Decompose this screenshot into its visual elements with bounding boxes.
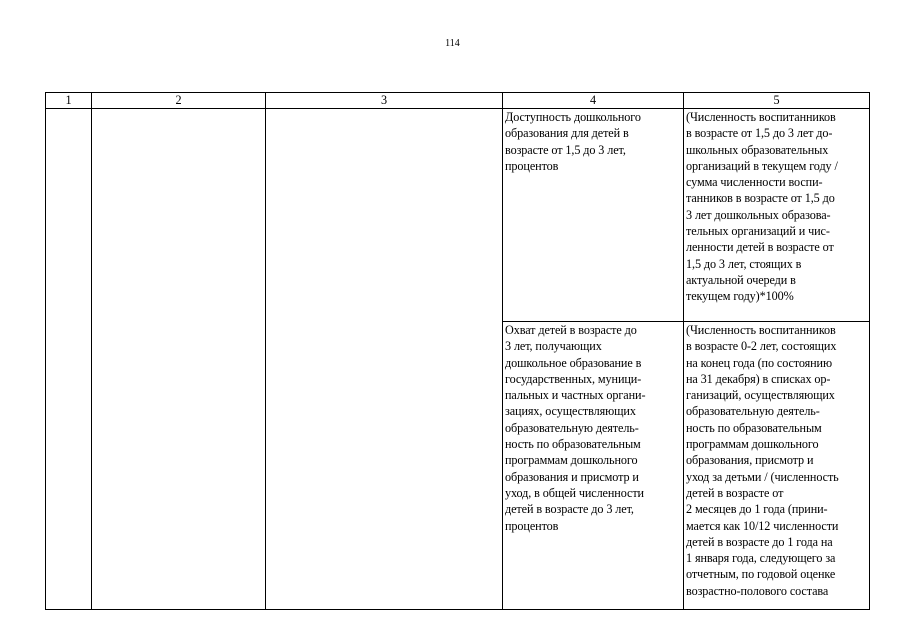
- indicator-name-cell: Доступность дошкольного образования для детей в возрасте от 1,5 до 3 лет, процентов: [503, 109, 684, 322]
- column-header-3: 3: [266, 93, 503, 109]
- indicator-table: [45, 92, 870, 610]
- indicator-formula-cell: (Численность воспитанников в возрасте 0-2 лет, состоящих на конец года (по состоянию на 31 декабря) в списках ор- ганизаций, осуществляющих образовательную деятель- ность по образовательным программам дошкольного образования, присмотр и уход за детьми / (численность детей в возрасте от 2 месяцев до 1 года (прини- мается как 10/12 численности детей в возрасте до 1 года на 1 января года, следующего за отчетным, по годовой оценке возрастно-полового состава: [684, 322, 870, 610]
- column-header-1: 1: [46, 93, 92, 109]
- indicator-formula-cell: (Численность воспитанников в возрасте от 1,5 до 3 лет до- школьных образовательных организаций в текущем году / сумма численности воспи- танников в возрасте от 1,5 до 3 лет дошкольных образова- тельных организаций и чис- ленности детей в возрасте от 1,5 до 3 лет, стоящих в актуальной очереди в текущем году)*100%: [684, 109, 870, 322]
- cell-col3: [266, 109, 503, 610]
- table-header-row: [46, 93, 870, 109]
- cell-col1: [46, 109, 92, 610]
- column-header-2: 2: [92, 93, 266, 109]
- column-header-4: 4: [503, 93, 684, 109]
- cell-col2: [92, 109, 266, 610]
- indicator-name-cell: Охват детей в возрасте до 3 лет, получающих дошкольное образование в государственных, муници- пальных и частных органи- зациях, осуществляющих образовательную деятель- ность по образовательным программам дошкольного образования и присмотр и уход, в общей численности детей в возрасте до 3 лет, процентов: [503, 322, 684, 610]
- page-number: 114: [445, 38, 460, 49]
- table-row: [46, 109, 870, 322]
- column-header-5: 5: [684, 93, 870, 109]
